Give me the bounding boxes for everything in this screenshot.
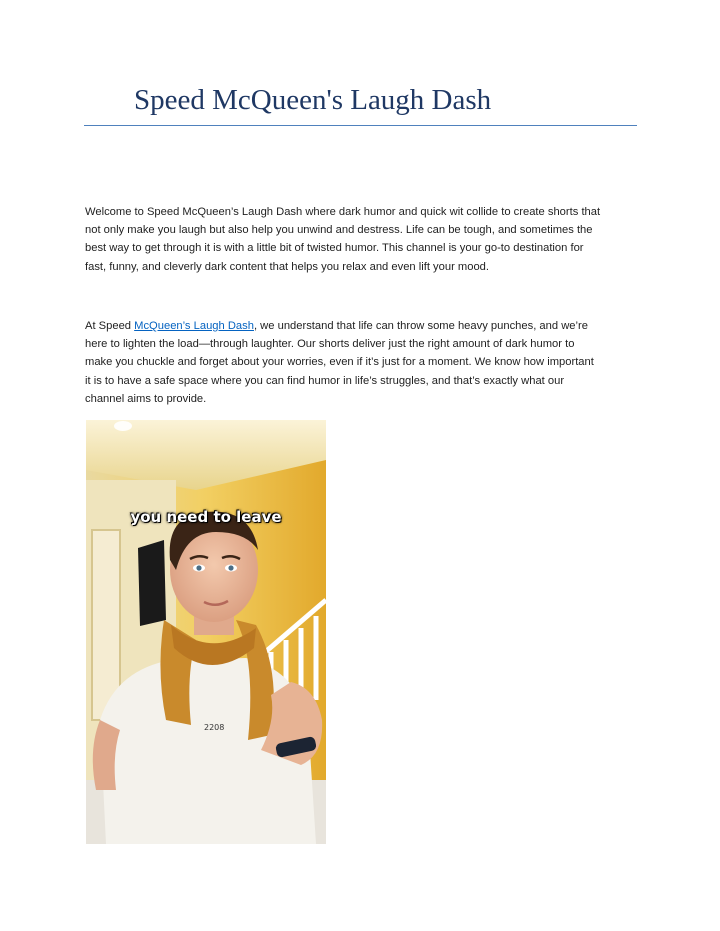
channel-link[interactable]: McQueen’s Laugh Dash: [134, 320, 254, 332]
mission-text-start: At Speed: [85, 320, 135, 332]
mission-paragraph: [85, 317, 637, 408]
video-caption: you need to leave: [130, 508, 282, 526]
video-thumbnail-illustration: [86, 420, 326, 844]
mission-text-rest: , we understand that life can throw some heavy punches, and we’re here to lighten the load—through laughter. Our shorts deliver just the right amount of dark humor to make you chuckle and forget about your worries, even if it’s just for a moment. We know how important it is to have a safe space where you can find humor in life’s struggles, and that’s exactly what our channel aims to provide.: [85, 320, 594, 405]
shirt-text: 2208: [204, 723, 225, 732]
intro-paragraph: Welcome to Speed McQueen’s Laugh Dash where dark humor and quick wit collide to create shorts that not only make you laugh but also help you unwind and destress. Life can be tough, and sometimes the best way to get through it is with a little bit of twisted humor. This channel is your go-to destination for fast, funny, and cleverly dark content that helps you relax and even lift your mood.: [85, 206, 601, 273]
title-underline: [84, 125, 637, 126]
video-thumbnail: [86, 420, 326, 844]
document-title: Speed McQueen's Laugh Dash: [134, 84, 492, 116]
